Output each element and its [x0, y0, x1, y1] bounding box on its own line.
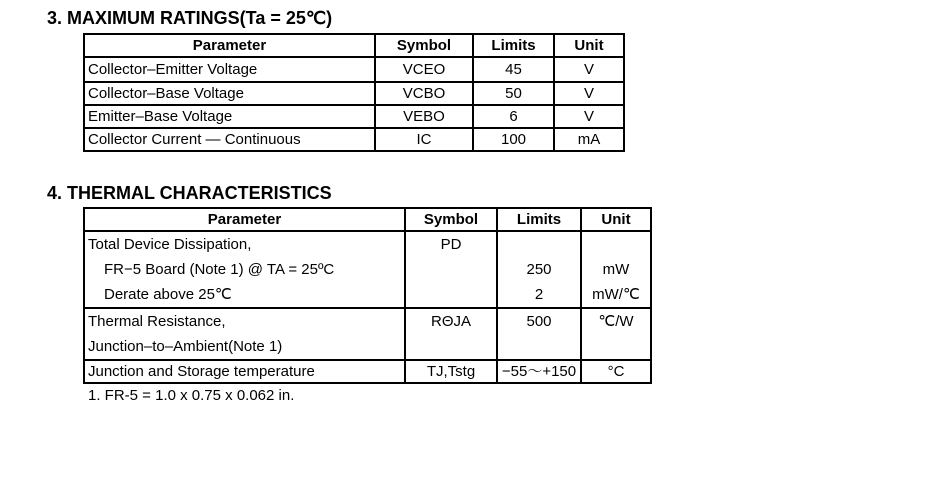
param-line: FR−5 Board (Note 1) @ TA = 25ºC: [104, 261, 335, 278]
unit-cell: V: [554, 82, 624, 105]
header-parameter: Parameter: [84, 34, 375, 57]
param-cell: Collector–Emitter Voltage: [84, 57, 375, 82]
header-unit: Unit: [581, 208, 651, 231]
param-cell: Collector–Base Voltage: [84, 82, 375, 105]
header-unit: Unit: [554, 34, 624, 57]
section-4-title: 4. THERMAL CHARACTERISTICS: [47, 183, 332, 203]
param-line: Thermal Resistance,: [88, 313, 226, 330]
param-cell: [84, 308, 405, 360]
table-row: [84, 360, 651, 383]
table-row: [84, 57, 624, 82]
symbol-cell: [405, 308, 497, 360]
param-line: Derate above 25℃: [104, 286, 232, 303]
unit-value: mW: [602, 261, 630, 278]
header-symbol: Symbol: [405, 208, 497, 231]
table-header-row: [84, 34, 624, 57]
param-line: Total Device Dissipation,: [88, 236, 252, 253]
table-row: [84, 128, 624, 151]
param-cell: Emitter–Base Voltage: [84, 105, 375, 128]
table-row: [84, 105, 624, 128]
limits-cell: 100: [473, 128, 554, 151]
limits-cell: [497, 231, 581, 308]
thermal-characteristics-table: [83, 207, 652, 384]
footnote: 1. FR-5 = 1.0 x 0.75 x 0.062 in.: [88, 387, 295, 404]
maximum-ratings-table: [83, 33, 625, 152]
header-symbol: Symbol: [375, 34, 473, 57]
unit-cell: [581, 231, 651, 308]
symbol-text: RΘJA: [430, 313, 471, 330]
unit-value: ℃/W: [598, 313, 634, 330]
header-limits: Limits: [497, 208, 581, 231]
limits-cell: −55～+150: [497, 360, 581, 383]
unit-cell: V: [554, 57, 624, 82]
param-line: Junction–to–Ambient(Note 1): [88, 338, 283, 355]
unit-value: mW/℃: [592, 286, 640, 303]
limits-value: 250: [526, 261, 552, 278]
symbol-cell: TJ,Tstg: [405, 360, 497, 383]
limits-cell: 50: [473, 82, 554, 105]
limits-cell: [497, 308, 581, 360]
header-limits: Limits: [473, 34, 554, 57]
limits-cell: 6: [473, 105, 554, 128]
param-cell: Junction and Storage temperature: [84, 360, 405, 383]
header-parameter: Parameter: [84, 208, 405, 231]
limits-cell: 45: [473, 57, 554, 82]
param-cell: [84, 231, 405, 308]
table-header-row: [84, 208, 651, 231]
param-cell: Collector Current — Continuous: [84, 128, 375, 151]
limits-value: 500: [526, 313, 552, 330]
symbol-text: PD: [440, 236, 462, 253]
symbol-cell: VEBO: [375, 105, 473, 128]
section-3-title: 3. MAXIMUM RATINGS(Ta = 25℃): [47, 8, 333, 28]
limits-value: 2: [534, 286, 544, 303]
symbol-cell: VCBO: [375, 82, 473, 105]
symbol-cell: VCEO: [375, 57, 473, 82]
table-row: [84, 82, 624, 105]
unit-cell: mA: [554, 128, 624, 151]
unit-cell: V: [554, 105, 624, 128]
symbol-cell: [405, 231, 497, 308]
unit-cell: [581, 308, 651, 360]
table-row: [84, 231, 651, 308]
unit-cell: °C: [581, 360, 651, 383]
table-row: [84, 308, 651, 360]
symbol-cell: IC: [375, 128, 473, 151]
